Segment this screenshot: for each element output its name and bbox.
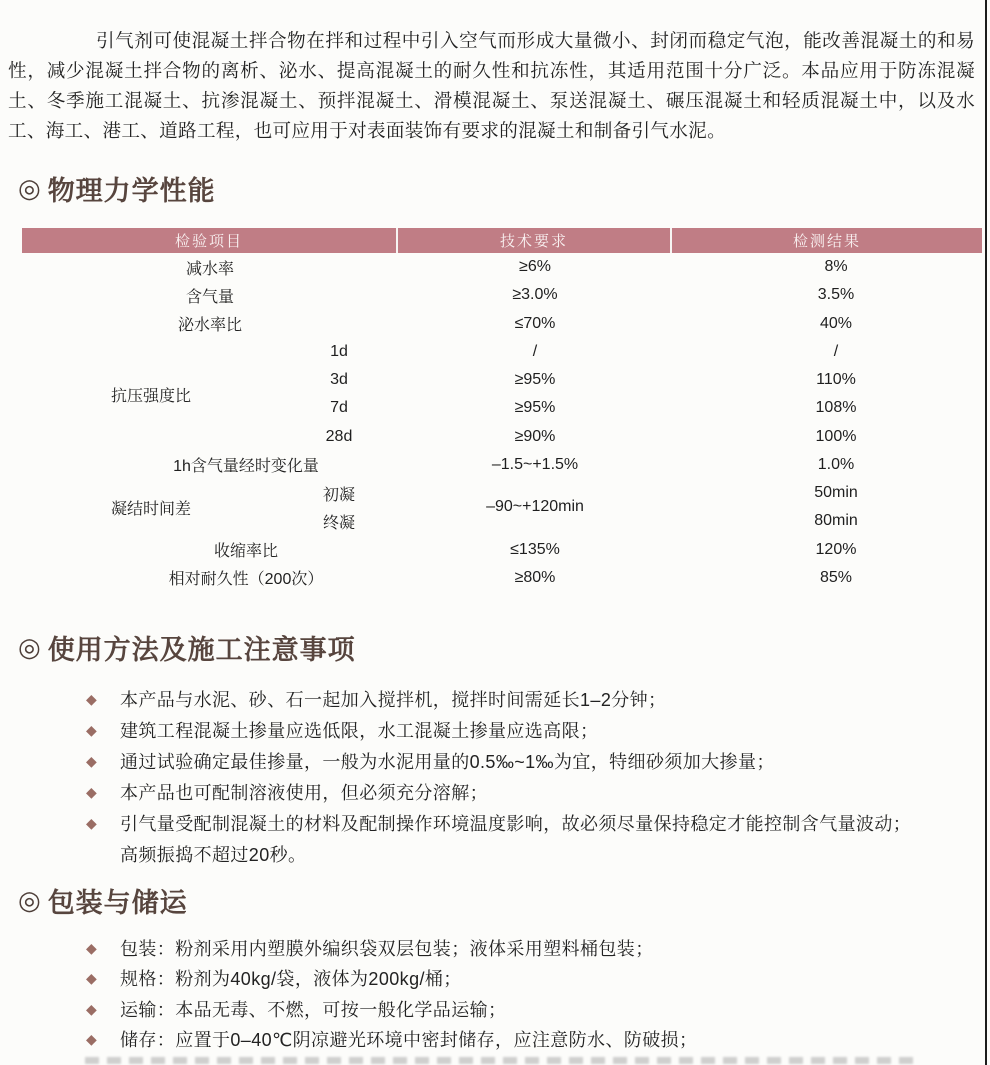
- list-item: [0, 714, 990, 745]
- cell-result: 120%: [815, 540, 857, 558]
- double-circle-icon: ◎: [18, 631, 42, 662]
- table-header-item: 检验项目: [22, 228, 398, 253]
- cutoff-text-fragment: [85, 1057, 920, 1064]
- section-heading-packaging: [18, 884, 188, 916]
- section-heading-physical: [18, 172, 216, 204]
- cell-sub: 3d: [330, 371, 348, 389]
- diamond-bullet-icon: ◆: [86, 814, 97, 831]
- list-item: [0, 776, 990, 807]
- list-item: [0, 994, 990, 1024]
- list-item-text: 本产品与水泥、砂、石一起加入搅拌机，搅拌时间需延长1–2分钟；: [120, 689, 667, 710]
- usage-notes-list: [0, 683, 990, 869]
- cell-result: 3.5%: [817, 286, 855, 304]
- cell-result: 85%: [819, 568, 853, 586]
- list-item: [0, 933, 990, 963]
- cell-sub: 终凝: [322, 514, 355, 532]
- section-title: 物理力学性能: [47, 175, 216, 206]
- cell-item: 收缩率比: [213, 543, 278, 561]
- list-item: [0, 1024, 990, 1054]
- diamond-bullet-icon: ◆: [86, 1000, 97, 1017]
- table-header-row: [22, 228, 982, 253]
- list-item-text: 储存：应置于0–40℃阴凉避光环境中密封储存，应注意防水、防破损；: [120, 1030, 698, 1051]
- list-item: [0, 745, 990, 776]
- cell-result: /: [833, 342, 839, 360]
- diamond-bullet-icon: ◆: [86, 690, 97, 707]
- diamond-bullet-icon: ◆: [86, 970, 97, 987]
- cell-sub: 28d: [325, 427, 353, 445]
- list-item-text: 运输：本品无毒、不燃，可按一般化学品运输；: [120, 999, 507, 1020]
- list-item-text: 引气量受配制混凝土的材料及配制操作环境温度影响，故必须尽量保持稳定才能控制含气量波动；: [120, 813, 912, 834]
- table-header-req: 技术要求: [398, 228, 672, 253]
- cell-req: ≤70%: [514, 314, 556, 332]
- list-item: [0, 963, 990, 993]
- list-item-text: 规格：粉剂为40kg/袋，液体为200kg/桶；: [120, 969, 462, 990]
- cell-sub: 初凝: [322, 486, 355, 504]
- cell-item: 1h含气量经时变化量: [173, 458, 319, 476]
- double-circle-icon: ◎: [18, 884, 42, 915]
- diamond-bullet-icon: ◆: [86, 1031, 97, 1048]
- list-item: [0, 683, 990, 714]
- section-title: 包装与储运: [47, 887, 188, 918]
- cell-result: 8%: [824, 258, 848, 276]
- cell-sub: 1d: [330, 342, 348, 360]
- cell-item: 泌水率比: [177, 317, 242, 335]
- list-item-text: 通过试验确定最佳掺量，一般为水泥用量的0.5‰~1‰为宜，特细砂须加大掺量；: [120, 751, 775, 772]
- cell-group-label: 抗压强度比: [110, 387, 191, 405]
- cell-result: 1.0%: [817, 455, 855, 473]
- cell-req: ≥80%: [514, 568, 556, 586]
- cell-result: 80min: [814, 512, 858, 530]
- intro-paragraph: 引气剂可使混凝土拌合物在拌和过程中引入空气而形成大量微小、封闭而稳定气泡，能改善混凝土的和易性，减少混凝土拌合物的离析、泌水、提高混凝土的耐久性和抗冻性，其适用范围十分广泛。本品应用于防冻混凝土、冬季施工混凝土、抗渗混凝土、预拌混凝土、滑模混凝土、泵送混凝土、碾压混凝土和轻质混凝土中，以及水工、海工、港工、道路工程，也可应用于对表面装饰有要求的混凝土和制备引气水泥。: [8, 30, 975, 141]
- section-heading-usage: [18, 631, 356, 663]
- cell-req: ≥3.0%: [512, 286, 558, 304]
- cell-result: 108%: [815, 399, 857, 417]
- cell-item: 减水率: [185, 260, 234, 278]
- double-circle-icon: ◎: [18, 172, 42, 203]
- diamond-bullet-icon: ◆: [86, 721, 97, 738]
- cell-item: 相对耐久性（200次）: [168, 571, 324, 589]
- cell-req: ≥95%: [514, 399, 556, 417]
- cell-result: 40%: [819, 314, 853, 332]
- diamond-bullet-icon: ◆: [86, 752, 97, 769]
- section-title: 使用方法及施工注意事项: [47, 634, 356, 665]
- cell-group-label: 凝结时间差: [110, 500, 191, 518]
- diamond-bullet-icon: ◆: [86, 940, 97, 957]
- cell-result: 50min: [814, 484, 858, 502]
- cell-req: ≥6%: [519, 258, 551, 276]
- list-item-continuation: [0, 838, 990, 869]
- cell-req: /: [532, 342, 538, 360]
- diamond-bullet-icon: ◆: [86, 783, 97, 800]
- list-item: [0, 807, 990, 838]
- performance-table-body: [22, 253, 982, 592]
- list-item-text: 本产品也可配制溶液使用，但必须充分溶解；: [120, 782, 488, 803]
- table-header-result: 检测结果: [792, 233, 861, 250]
- cell-result: 100%: [815, 427, 857, 445]
- list-item-text: 高频振捣不超过20秒。: [120, 844, 307, 865]
- cell-req: –1.5~+1.5%: [491, 455, 579, 473]
- cell-result: 110%: [816, 371, 856, 389]
- cell-req: ≥90%: [514, 427, 556, 445]
- packaging-list: [0, 933, 990, 1054]
- list-item-text: 建筑工程混凝土掺量应选低限，水工混凝土掺量应选高限；: [120, 720, 599, 741]
- cell-req: –90~+120min: [486, 498, 584, 516]
- list-item-text: 包装：粉剂采用内塑膜外编织袋双层包装；液体采用塑料桶包装；: [120, 939, 654, 960]
- cell-req: ≥95%: [514, 371, 556, 389]
- cell-req: ≤135%: [510, 540, 560, 558]
- cell-sub: 7d: [330, 399, 348, 417]
- scan-edge-line: [985, 0, 987, 1065]
- cell-item: 含气量: [185, 288, 234, 306]
